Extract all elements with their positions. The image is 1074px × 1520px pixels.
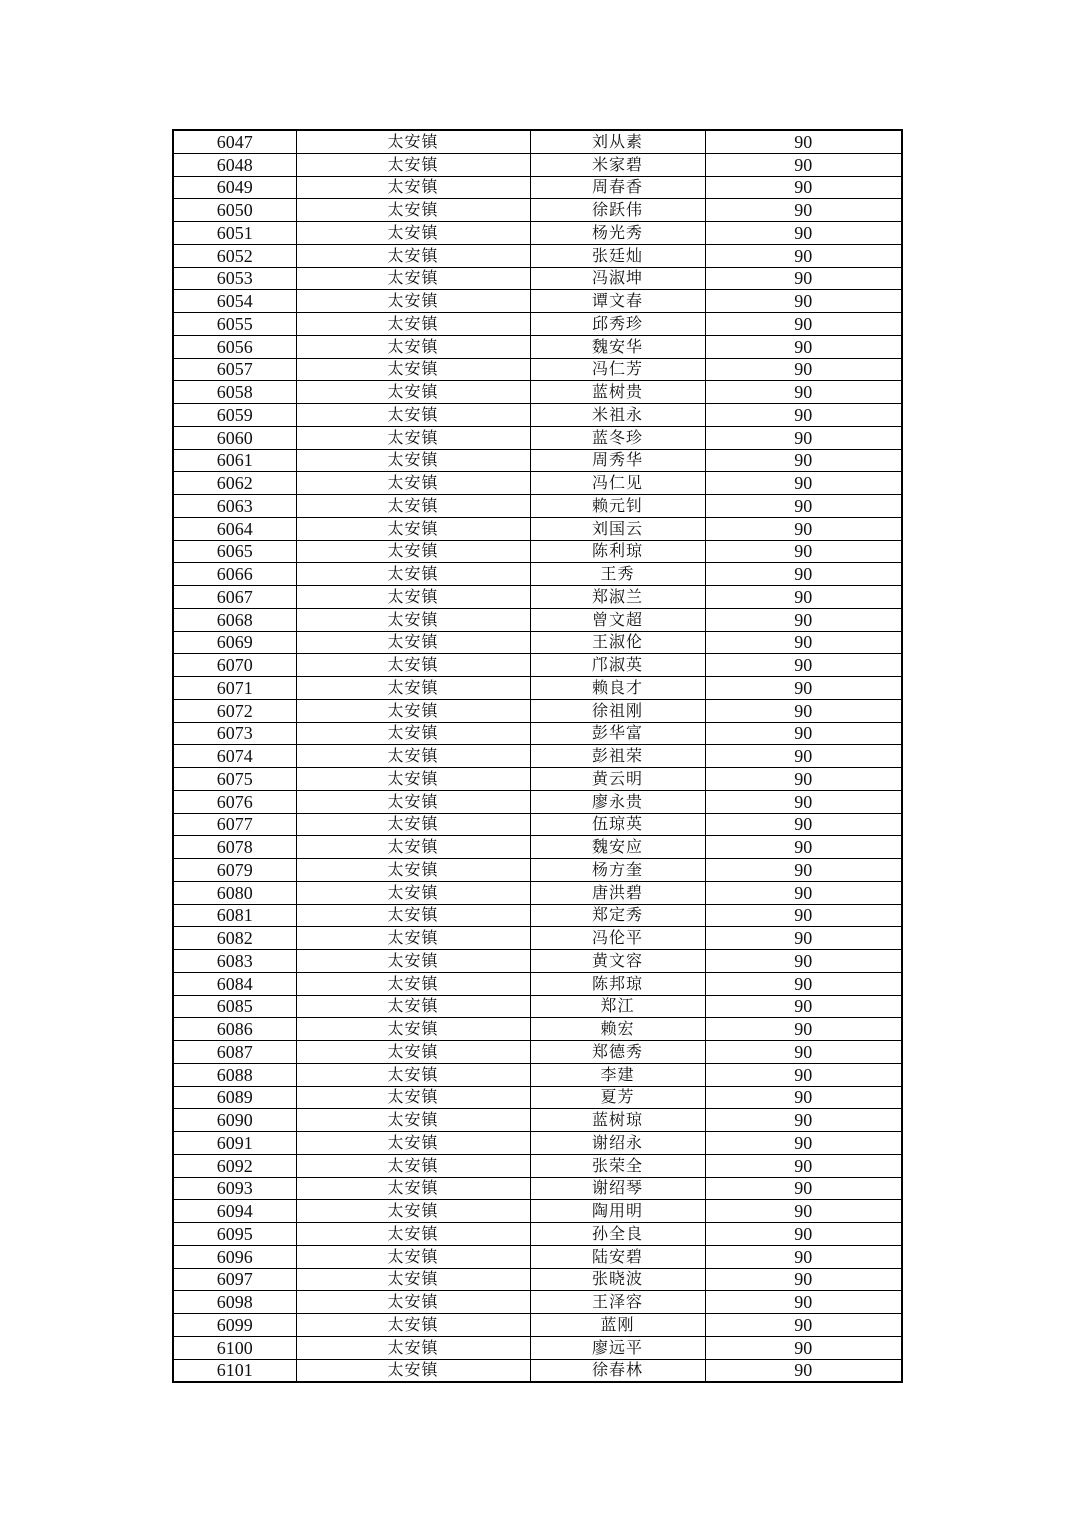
name-cell: 廖永贵 [530,790,705,813]
town-cell: 太安镇 [296,1154,530,1177]
town-cell: 太安镇 [296,699,530,722]
name-cell: 谢绍永 [530,1132,705,1155]
amount-cell: 90 [705,1154,902,1177]
name-cell: 谭文春 [530,290,705,313]
row-number-cell: 6051 [173,222,296,245]
row-number-cell: 6076 [173,790,296,813]
name-cell: 冯仁芳 [530,358,705,381]
row-number-cell: 6050 [173,199,296,222]
name-cell: 彭祖荣 [530,745,705,768]
name-cell: 赖元钊 [530,495,705,518]
amount-cell: 90 [705,1109,902,1132]
name-cell: 杨光秀 [530,222,705,245]
amount-cell: 90 [705,404,902,427]
amount-cell: 90 [705,176,902,199]
row-number-cell: 6067 [173,586,296,609]
town-cell: 太安镇 [296,1291,530,1314]
amount-cell: 90 [705,1086,902,1109]
name-cell: 陈利琼 [530,540,705,563]
row-number-cell: 6059 [173,404,296,427]
table-row [173,472,902,495]
amount-cell: 90 [705,950,902,973]
row-number-cell: 6089 [173,1086,296,1109]
town-cell: 太安镇 [296,290,530,313]
amount-cell: 90 [705,972,902,995]
town-cell: 太安镇 [296,1063,530,1086]
row-number-cell: 6054 [173,290,296,313]
name-cell: 蓝冬珍 [530,426,705,449]
row-number-cell: 6052 [173,244,296,267]
town-cell: 太安镇 [296,449,530,472]
table-row [173,654,902,677]
table-row [173,881,902,904]
row-number-cell: 6080 [173,881,296,904]
town-cell: 太安镇 [296,1314,530,1337]
amount-cell: 90 [705,244,902,267]
table-row [173,426,902,449]
table-row [173,153,902,176]
name-cell: 张晓波 [530,1268,705,1291]
table-row [173,1200,902,1223]
row-number-cell: 6095 [173,1223,296,1246]
name-cell: 黄文容 [530,950,705,973]
row-number-cell: 6087 [173,1041,296,1064]
amount-cell: 90 [705,881,902,904]
amount-cell: 90 [705,290,902,313]
town-cell: 太安镇 [296,1018,530,1041]
town-cell: 太安镇 [296,1223,530,1246]
amount-cell: 90 [705,699,902,722]
amount-cell: 90 [705,677,902,700]
row-number-cell: 6079 [173,859,296,882]
amount-cell: 90 [705,563,902,586]
table-row [173,199,902,222]
table-row [173,1086,902,1109]
row-number-cell: 6084 [173,972,296,995]
table-row [173,244,902,267]
town-cell: 太安镇 [296,745,530,768]
row-number-cell: 6049 [173,176,296,199]
row-number-cell: 6053 [173,267,296,290]
name-cell: 徐祖刚 [530,699,705,722]
roster-table-body [173,130,902,1382]
amount-cell: 90 [705,722,902,745]
table-row [173,130,902,153]
town-cell: 太安镇 [296,153,530,176]
row-number-cell: 6077 [173,813,296,836]
town-cell: 太安镇 [296,836,530,859]
name-cell: 伍琼英 [530,813,705,836]
row-number-cell: 6048 [173,153,296,176]
amount-cell: 90 [705,153,902,176]
town-cell: 太安镇 [296,1177,530,1200]
town-cell: 太安镇 [296,472,530,495]
town-cell: 太安镇 [296,904,530,927]
row-number-cell: 6057 [173,358,296,381]
row-number-cell: 6071 [173,677,296,700]
row-number-cell: 6085 [173,995,296,1018]
name-cell: 蓝刚 [530,1314,705,1337]
name-cell: 夏芳 [530,1086,705,1109]
table-row [173,1314,902,1337]
table-row [173,267,902,290]
town-cell: 太安镇 [296,995,530,1018]
amount-cell: 90 [705,859,902,882]
row-number-cell: 6066 [173,563,296,586]
amount-cell: 90 [705,381,902,404]
table-row [173,1109,902,1132]
town-cell: 太安镇 [296,1109,530,1132]
name-cell: 刘国云 [530,517,705,540]
name-cell: 唐洪碧 [530,881,705,904]
table-row [173,608,902,631]
roster-table [172,129,903,1383]
row-number-cell: 6088 [173,1063,296,1086]
table-row [173,927,902,950]
name-cell: 王泽容 [530,1291,705,1314]
row-number-cell: 6091 [173,1132,296,1155]
table-row [173,972,902,995]
name-cell: 陶用明 [530,1200,705,1223]
row-number-cell: 6098 [173,1291,296,1314]
row-number-cell: 6062 [173,472,296,495]
town-cell: 太安镇 [296,313,530,336]
town-cell: 太安镇 [296,790,530,813]
row-number-cell: 6078 [173,836,296,859]
name-cell: 张荣全 [530,1154,705,1177]
table-row [173,631,902,654]
town-cell: 太安镇 [296,267,530,290]
table-row [173,699,902,722]
table-row [173,335,902,358]
town-cell: 太安镇 [296,1200,530,1223]
name-cell: 周秀华 [530,449,705,472]
amount-cell: 90 [705,1177,902,1200]
table-row [173,1177,902,1200]
row-number-cell: 6081 [173,904,296,927]
table-row [173,176,902,199]
amount-cell: 90 [705,495,902,518]
table-row [173,790,902,813]
table-row [173,745,902,768]
amount-cell: 90 [705,1359,902,1382]
amount-cell: 90 [705,1268,902,1291]
row-number-cell: 6070 [173,654,296,677]
table-row [173,381,902,404]
town-cell: 太安镇 [296,677,530,700]
row-number-cell: 6082 [173,927,296,950]
name-cell: 黄云明 [530,768,705,791]
row-number-cell: 6097 [173,1268,296,1291]
town-cell: 太安镇 [296,654,530,677]
table-row [173,222,902,245]
amount-cell: 90 [705,517,902,540]
name-cell: 蓝树贵 [530,381,705,404]
table-row [173,586,902,609]
amount-cell: 90 [705,335,902,358]
town-cell: 太安镇 [296,1041,530,1064]
name-cell: 郑淑兰 [530,586,705,609]
table-row [173,1223,902,1246]
name-cell: 王秀 [530,563,705,586]
table-row [173,677,902,700]
row-number-cell: 6064 [173,517,296,540]
table-row [173,1018,902,1041]
amount-cell: 90 [705,1132,902,1155]
amount-cell: 90 [705,1200,902,1223]
town-cell: 太安镇 [296,1132,530,1155]
table-row [173,517,902,540]
table-row [173,1359,902,1382]
name-cell: 郑德秀 [530,1041,705,1064]
name-cell: 彭华富 [530,722,705,745]
name-cell: 孙全良 [530,1223,705,1246]
town-cell: 太安镇 [296,381,530,404]
town-cell: 太安镇 [296,426,530,449]
amount-cell: 90 [705,358,902,381]
table-row [173,950,902,973]
row-number-cell: 6047 [173,130,296,153]
name-cell: 魏安应 [530,836,705,859]
amount-cell: 90 [705,199,902,222]
amount-cell: 90 [705,586,902,609]
name-cell: 廖远平 [530,1336,705,1359]
amount-cell: 90 [705,995,902,1018]
name-cell: 冯淑坤 [530,267,705,290]
table-row [173,1245,902,1268]
name-cell: 米祖永 [530,404,705,427]
name-cell: 魏安华 [530,335,705,358]
row-number-cell: 6100 [173,1336,296,1359]
row-number-cell: 6075 [173,768,296,791]
name-cell: 李建 [530,1063,705,1086]
amount-cell: 90 [705,222,902,245]
town-cell: 太安镇 [296,881,530,904]
name-cell: 郑定秀 [530,904,705,927]
name-cell: 谢绍琴 [530,1177,705,1200]
name-cell: 赖宏 [530,1018,705,1041]
row-number-cell: 6060 [173,426,296,449]
row-number-cell: 6099 [173,1314,296,1337]
name-cell: 曾文超 [530,608,705,631]
town-cell: 太安镇 [296,1245,530,1268]
town-cell: 太安镇 [296,244,530,267]
town-cell: 太安镇 [296,222,530,245]
amount-cell: 90 [705,745,902,768]
amount-cell: 90 [705,1018,902,1041]
row-number-cell: 6086 [173,1018,296,1041]
town-cell: 太安镇 [296,176,530,199]
row-number-cell: 6068 [173,608,296,631]
amount-cell: 90 [705,790,902,813]
town-cell: 太安镇 [296,859,530,882]
table-row [173,290,902,313]
town-cell: 太安镇 [296,563,530,586]
town-cell: 太安镇 [296,130,530,153]
table-row [173,722,902,745]
row-number-cell: 6069 [173,631,296,654]
table-row [173,1063,902,1086]
town-cell: 太安镇 [296,950,530,973]
name-cell: 陈邦琼 [530,972,705,995]
table-row [173,1336,902,1359]
table-row [173,995,902,1018]
name-cell: 郑江 [530,995,705,1018]
town-cell: 太安镇 [296,199,530,222]
name-cell: 刘从素 [530,130,705,153]
name-cell: 徐春林 [530,1359,705,1382]
amount-cell: 90 [705,267,902,290]
town-cell: 太安镇 [296,1086,530,1109]
name-cell: 陆安碧 [530,1245,705,1268]
row-number-cell: 6063 [173,495,296,518]
row-number-cell: 6096 [173,1245,296,1268]
table-row [173,1154,902,1177]
town-cell: 太安镇 [296,1359,530,1382]
table-row [173,859,902,882]
row-number-cell: 6055 [173,313,296,336]
name-cell: 徐跃伟 [530,199,705,222]
table-row [173,1291,902,1314]
table-row [173,449,902,472]
amount-cell: 90 [705,1291,902,1314]
table-row [173,358,902,381]
name-cell: 蓝树琼 [530,1109,705,1132]
name-cell: 赖良才 [530,677,705,700]
table-row [173,836,902,859]
amount-cell: 90 [705,1063,902,1086]
amount-cell: 90 [705,927,902,950]
town-cell: 太安镇 [296,517,530,540]
row-number-cell: 6058 [173,381,296,404]
amount-cell: 90 [705,313,902,336]
town-cell: 太安镇 [296,404,530,427]
row-number-cell: 6093 [173,1177,296,1200]
amount-cell: 90 [705,608,902,631]
table-row [173,1132,902,1155]
name-cell: 米家碧 [530,153,705,176]
table-row [173,563,902,586]
amount-cell: 90 [705,540,902,563]
table-row [173,813,902,836]
town-cell: 太安镇 [296,335,530,358]
name-cell: 周春香 [530,176,705,199]
table-row [173,540,902,563]
table-row [173,313,902,336]
amount-cell: 90 [705,904,902,927]
table-row [173,1268,902,1291]
town-cell: 太安镇 [296,768,530,791]
amount-cell: 90 [705,1245,902,1268]
row-number-cell: 6073 [173,722,296,745]
amount-cell: 90 [705,768,902,791]
table-row [173,495,902,518]
amount-cell: 90 [705,631,902,654]
town-cell: 太安镇 [296,813,530,836]
row-number-cell: 6090 [173,1109,296,1132]
amount-cell: 90 [705,130,902,153]
row-number-cell: 6083 [173,950,296,973]
amount-cell: 90 [705,1223,902,1246]
town-cell: 太安镇 [296,540,530,563]
amount-cell: 90 [705,1336,902,1359]
row-number-cell: 6074 [173,745,296,768]
row-number-cell: 6061 [173,449,296,472]
town-cell: 太安镇 [296,722,530,745]
town-cell: 太安镇 [296,972,530,995]
amount-cell: 90 [705,472,902,495]
amount-cell: 90 [705,654,902,677]
town-cell: 太安镇 [296,358,530,381]
amount-cell: 90 [705,836,902,859]
amount-cell: 90 [705,426,902,449]
town-cell: 太安镇 [296,631,530,654]
name-cell: 王淑伦 [530,631,705,654]
table-row [173,1041,902,1064]
row-number-cell: 6101 [173,1359,296,1382]
town-cell: 太安镇 [296,608,530,631]
amount-cell: 90 [705,1314,902,1337]
name-cell: 杨方奎 [530,859,705,882]
amount-cell: 90 [705,813,902,836]
town-cell: 太安镇 [296,586,530,609]
name-cell: 冯仁见 [530,472,705,495]
town-cell: 太安镇 [296,495,530,518]
amount-cell: 90 [705,1041,902,1064]
name-cell: 张廷灿 [530,244,705,267]
town-cell: 太安镇 [296,1336,530,1359]
amount-cell: 90 [705,449,902,472]
name-cell: 邝淑英 [530,654,705,677]
row-number-cell: 6092 [173,1154,296,1177]
name-cell: 邱秀珍 [530,313,705,336]
table-row [173,904,902,927]
table-row [173,768,902,791]
row-number-cell: 6056 [173,335,296,358]
row-number-cell: 6094 [173,1200,296,1223]
town-cell: 太安镇 [296,1268,530,1291]
row-number-cell: 6072 [173,699,296,722]
name-cell: 冯伦平 [530,927,705,950]
town-cell: 太安镇 [296,927,530,950]
row-number-cell: 6065 [173,540,296,563]
table-row [173,404,902,427]
